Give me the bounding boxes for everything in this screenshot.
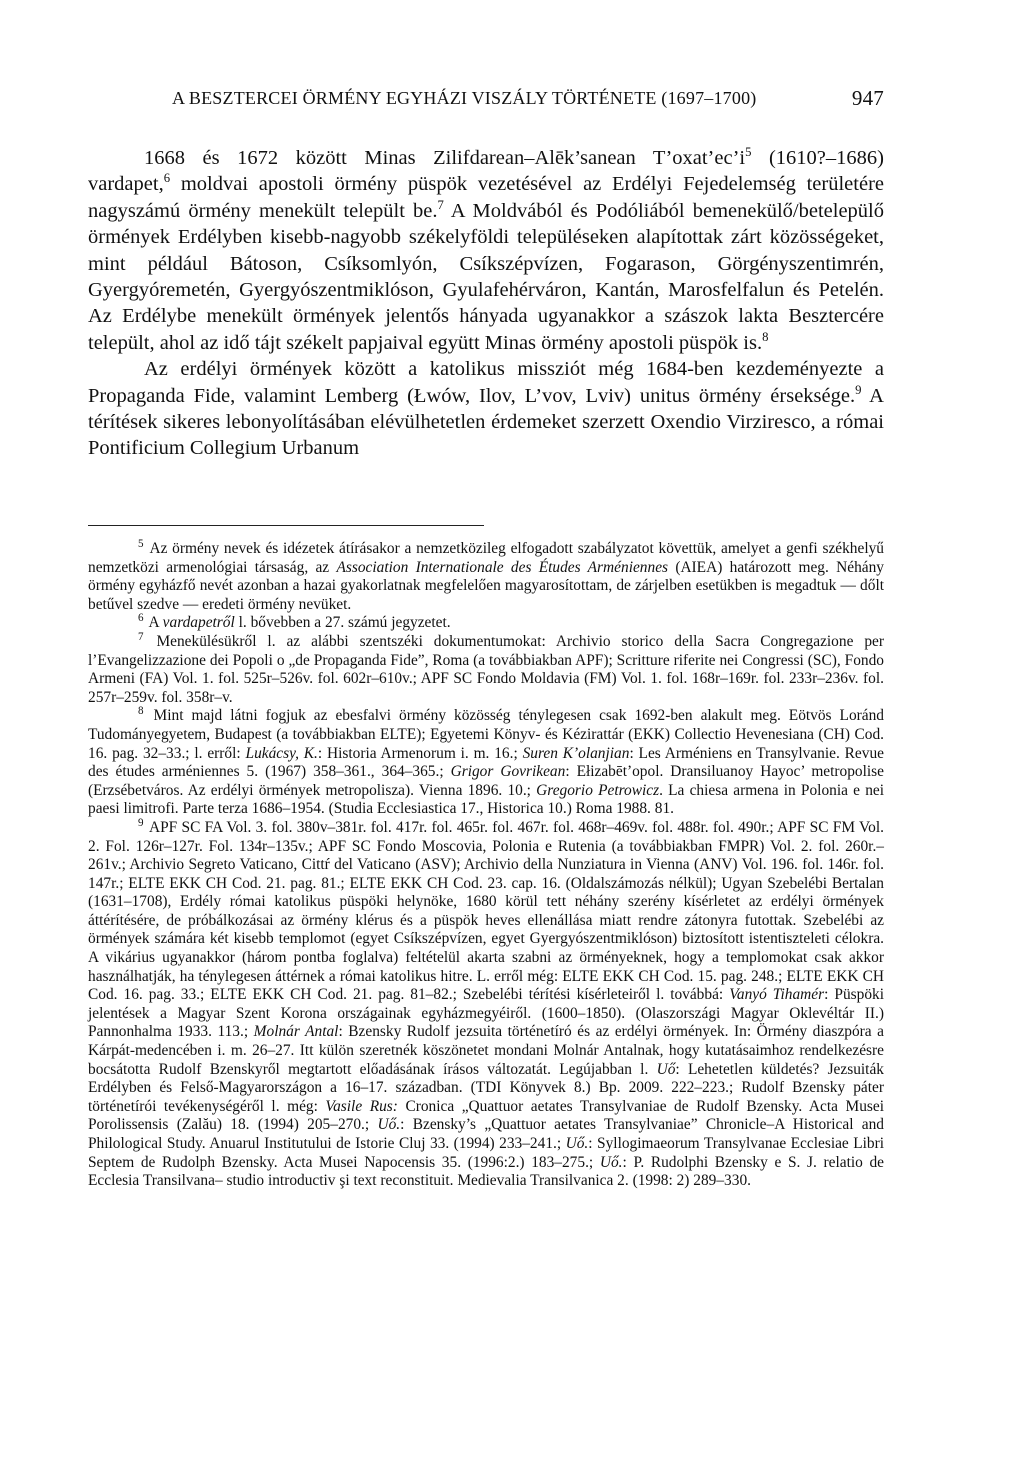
text-run: : Historia Armenorum i. m. 16.;	[317, 744, 523, 762]
italic-run: Grigor Govrikean	[450, 763, 566, 781]
italic-run: Uő	[656, 1060, 676, 1078]
running-header	[172, 88, 884, 109]
footnote-ref-9[interactable]: 9	[855, 382, 862, 397]
main-text	[88, 145, 884, 462]
text-run: A Moldvából és Podóliából bemenekülő/betelepülő örmények Erdélyben kisebb-nagyobb székelyföldi településeken alapítottak zárt közösségeket, mint például Bátoson, Csíksomlyón, Csíkszépvízen, Fogarason, Görgényszentimrén, Gyergyóremetén, Gyergyószentmiklóson, Gyulafehérváron, Kantán, Marosfelfalun és Petelén. Az Erdélybe menekült örmények jelentős hányada ugyanakkor a szászok lakta Besztercére települt, ahol az idő tájt székelt papjaival együtt Minas örmény apostoli püspök is.	[88, 199, 884, 354]
text-run: (1610?–1686) vardapet,	[88, 147, 884, 196]
text-run: Cronica „Quattuor aetates Transylvaniae de Rudolf Bzensky. Acta Musei Porolissensis (Zalău) 18. (1994) 205–270.;	[88, 1097, 884, 1134]
footnote-9	[88, 816, 885, 1191]
text-run: (AIEA) határozott meg. Néhány örmény egyházfő nevét azonban a hazai gyakorlatnak megfelelően magyarosítottam, de zárjelben esetükben is megadtuk — dőlt betűvel szedve — eredeti örmény nevüket.	[88, 558, 884, 613]
text-run: APF SC FA Vol. 3. fol. 380v–381r. fol. 417r. fol. 465r. fol. 467r. fol. 468r–469v. fol. 488r. fol. 490r.; APF SC FM Vol. 2. Fol. 126r–127r. Fol. 134r–135v.; APF SC Fondo Moscovia, Polonia e Rutenia (a továbbiakban FMPR) Vol. 2. fol. 260r.–261v.; Archivio Segreto Vaticano, Cittŕ del Vaticano (ASV); Archivio della Nunziatura in Vienna (ANV) Vol. 196. fol. 146r. fol. 147r.; ELTE EKK CH Cod. 21. pag. 81.; ELTE EKK CH Cod. 23. cap. 16. (Oldalszámozás nélkül); Ugyan Szebelébi Bertalan (1631–1708), Erdély római katolikus püspöki helynöke, 1680 körül tett néhány szerény kísérletet az erdélyi örmények áttérítésére, de próbálkozásai az örmény klérus és a püspök heves ellenállása miatt rendre zátonyra futottak. Szebelébi az örmények számára két kisebb templomot (egyet Csíkszépvízen, egyet Gyergyószentmiklóson) biztosított istentiszteleti célokra. A vikárius ugyanakkor (három pontba foglalva) feltételül akarta szabni az örményeknek, hogy a templomokat csak akkor használhatják, ha ténylegesen áttérnek a római katolikus hitre. L. erről még: ELTE EKK CH Cod. 15. pag. 248.; ELTE EKK CH Cod. 16. pag. 33.; ELTE EKK CH Cod. 21. pag. 81–82.; Szebelébi térítési kísérleteiről l. továbbá:	[88, 818, 884, 1004]
text-run: moldvai apostoli örmény püspök vezetésével az Erdélyi Fejedelemség területére nagyszámú örmény menekült települt be.	[88, 173, 884, 222]
footnote-ref-6[interactable]: 6	[163, 171, 171, 186]
footnote-ref-7[interactable]: 7	[437, 197, 444, 212]
page-number: 947	[851, 86, 884, 110]
italic-run: Association Internationale des Études Arméniennes	[336, 558, 669, 576]
footnote-number: 6	[138, 612, 144, 625]
footnote-5	[88, 537, 884, 614]
text-run: Az erdélyi örmények között a katolikus missziót még 1684-ben kezdeményezte a Propaganda Fide, valamint Lemberg (Łwów, Ilov, L’vov, Lviv) unitus örmény érseksége.	[88, 358, 884, 407]
italic-run: Uő.	[565, 1135, 589, 1152]
footnote-ref-5[interactable]: 5	[745, 145, 752, 160]
footnote-number: 5	[138, 537, 144, 550]
text-run: . La chiesa armena in Polonia e nei paesi limitrofi. Parte terza 1686–1954. (Studia Ecclesiastica 17., Historica 10.) Roma 1988. 81.	[88, 781, 885, 818]
body-paragraph-2	[88, 356, 884, 462]
text-run: A	[145, 614, 163, 632]
text-run: l. bővebben a 27. számú jegyzetet.	[234, 614, 451, 632]
text-run: : Lehetetlen küldetés? Jezsuiták Erdélyben és Felső-Magyarországon a 16–17. században. (TDI Könyvek 8.) Bp. 2009. 222–223.; Rudolf Bzensky páter történetírói tevékenységéről l. még:	[88, 1060, 884, 1115]
text-run: Mint majd látni fogjuk az ebesfalvi örmény közösség ténylegesen csak 1692-ben alakult meg. Eötvös Loránd Tudományegyetem, Budapest (a továbbiakban ELTE); Egyetemi Könyv- és Kézirattár (EKK) Collectio Hevenesiana (CH) Cod. 16. pag. 32–33.; l. erről:	[88, 707, 884, 762]
text-run: : Bzensky’s „Quattuor aetates Transylvaniae” Chronicle–A Historical and Philological Study. Anuarul Institutului de Istorie Cluj 33. (1994) 233–241.;	[88, 1116, 885, 1152]
text-run: : P. Rudolphi Bzensky e S. J. relatio de Ecclesia Transilvana– studio introductiv şi text reconstituit. Medievalia Transilvanica 2. (1998: 2) 289–330.	[88, 1153, 885, 1190]
text-run: Az örmény nevek és idézetek átírásakor a nemzetközileg elfogadott szabályzatot követtük, amelyet a genfi székhelyű nemzetközi armenológiai társaság, az	[88, 540, 884, 576]
italic-run: Gregorio Petrowicz	[536, 781, 660, 799]
footnote-separator	[88, 525, 484, 526]
footnote-number: 9	[138, 816, 144, 829]
text-run: Menekülésükről l. az alábbi szentszéki dokumentumokat: Archivio storico della Sacra Congregazione per l’Evangelizzazione dei Popoli o „de Propaganda Fide”, Roma (a továbbiakban APF); Scritture riferite nei Congressi (SC), Fondo Armeni (FA) Vol. 1. fol. 525r–526v. fol. 602r–610v.; APF SC Fondo Moldavia (FM) Vol. 1. fol. 168r–169r. fol. 233r–236v. fol. 257r–259v. fol. 358r–v.	[88, 632, 884, 706]
italic-run: Uő.	[377, 1116, 401, 1134]
text-run: A térítések sikeres lebonyolításában elévülhetetlen érdemeket szerzett Oxendio Virziresco, a római Pontificium Collegium Urbanum	[88, 384, 884, 460]
text-run: : Syllogimaeorum Transylvanae Ecclesiae Libri Septem de Rudolph Bzensky. Acta Musei Napocensis 35. (1996:2.) 183–275.;	[88, 1135, 884, 1171]
text-run: : Püspöki jelentések a Magyar Szent Korona országainak egyházmegyéiről. (1600–1850). (Olaszországi Magyar Oklevéltár II.) Pannonhalma 1933. 113.;	[88, 986, 884, 1041]
footnote-number: 8	[138, 705, 144, 718]
text-run: : Ełizabēt’opol. Dransiluanoy Hayoc’ metropolise (Erzsébetváros. Az erdélyi örmények metropolisza). Vienna 1896. 10.;	[88, 763, 884, 799]
italic-run: Vasile Rus:	[325, 1097, 398, 1115]
footnote-7	[88, 630, 884, 707]
text-run: : Bzensky Rudolf jezsuita történetíró és az erdélyi örmények. In: Örmény diaszpóra a Kárpát-medencében i. m. 26–27. Itt külön szeretnék köszönetet mondani Molnár Antalnak, hogy kutatásaimhoz rendelkezésre bocsátotta Rudolf Bzenskyről megtartott előadásának írásos változatát. Legújabban l.	[88, 1023, 884, 1078]
text-run: : Les Arméniens en Transylvanie. Revue des études arméniennes 5. (1967) 358–361., 364–365.;	[88, 744, 884, 781]
footnote-ref-8[interactable]: 8	[762, 330, 769, 345]
body-paragraph-1	[88, 145, 884, 356]
footnotes	[88, 537, 885, 1191]
text-run: 1668 és 1672 között Minas Zilifdarean–Alēk’sanean T’oxat’ec’i	[144, 147, 746, 169]
italic-run: Molnár Antal	[253, 1023, 339, 1041]
italic-run: Suren K’olanjian	[522, 744, 630, 762]
italic-run: vardapetről	[162, 614, 235, 632]
running-head-title: A BESZTERCEI ÖRMÉNY EGYHÁZI VISZÁLY TÖRTÉNETE (1697–1700)	[172, 88, 757, 108]
italic-run: Vanyó Tihamér	[729, 986, 825, 1004]
footnote-8	[88, 707, 884, 819]
footnote-number: 7	[138, 630, 144, 643]
italic-run: Lukácsy, K.	[245, 744, 318, 762]
footnote-6	[88, 614, 884, 633]
italic-run: Uő.	[599, 1153, 623, 1171]
